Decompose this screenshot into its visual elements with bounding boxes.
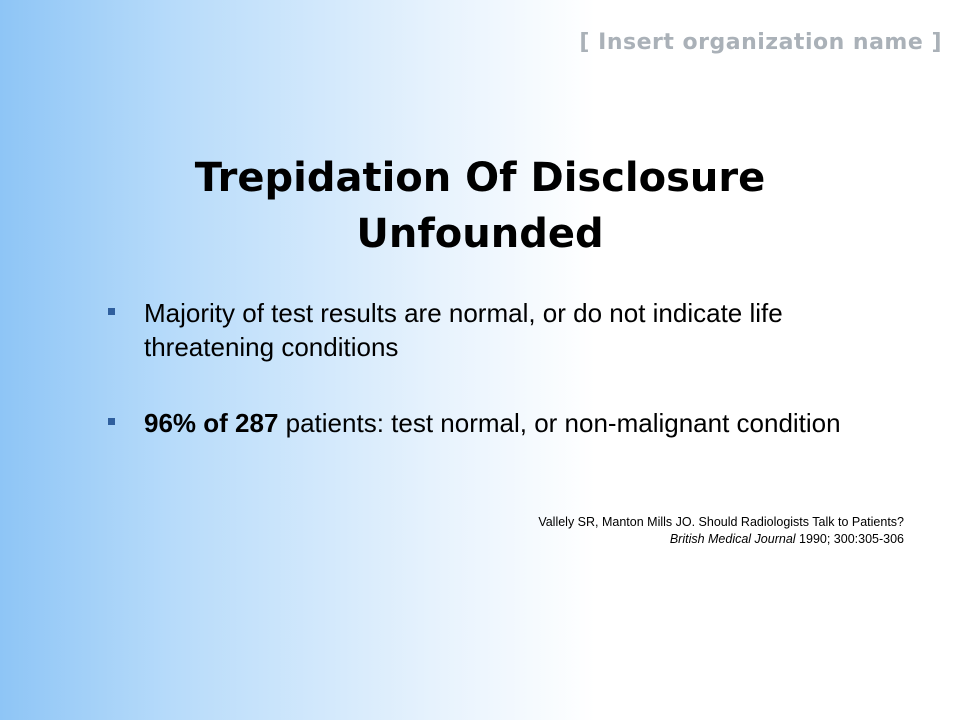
citation: [538, 514, 904, 548]
bullet-text: Majority of test results are normal, or do not indicate life threatening conditions: [144, 298, 783, 362]
title-line-1: Trepidation Of Disclosure: [194, 155, 766, 201]
citation-journal: British Medical Journal: [669, 532, 796, 546]
citation-line-2: [538, 531, 904, 548]
citation-line-1: Vallely SR, Manton Mills JO. Should Radiologists Talk to Patients?: [538, 515, 904, 529]
square-bullet-icon: [108, 418, 115, 425]
square-bullet-icon: [108, 308, 115, 315]
slide-title: [60, 150, 900, 262]
title-line-2: Unfounded: [356, 211, 604, 257]
bullet-text: patients: test normal, or non-malignant condition: [278, 408, 841, 438]
bullet-bold-text: 96% of 287: [144, 408, 279, 438]
organization-name-placeholder: [ Insert organization name ]: [579, 30, 942, 55]
citation-details: 1990; 300:305-306: [795, 532, 904, 546]
bullet-list: [104, 296, 904, 482]
bullet-item: [104, 406, 904, 440]
bullet-item: [104, 296, 904, 364]
